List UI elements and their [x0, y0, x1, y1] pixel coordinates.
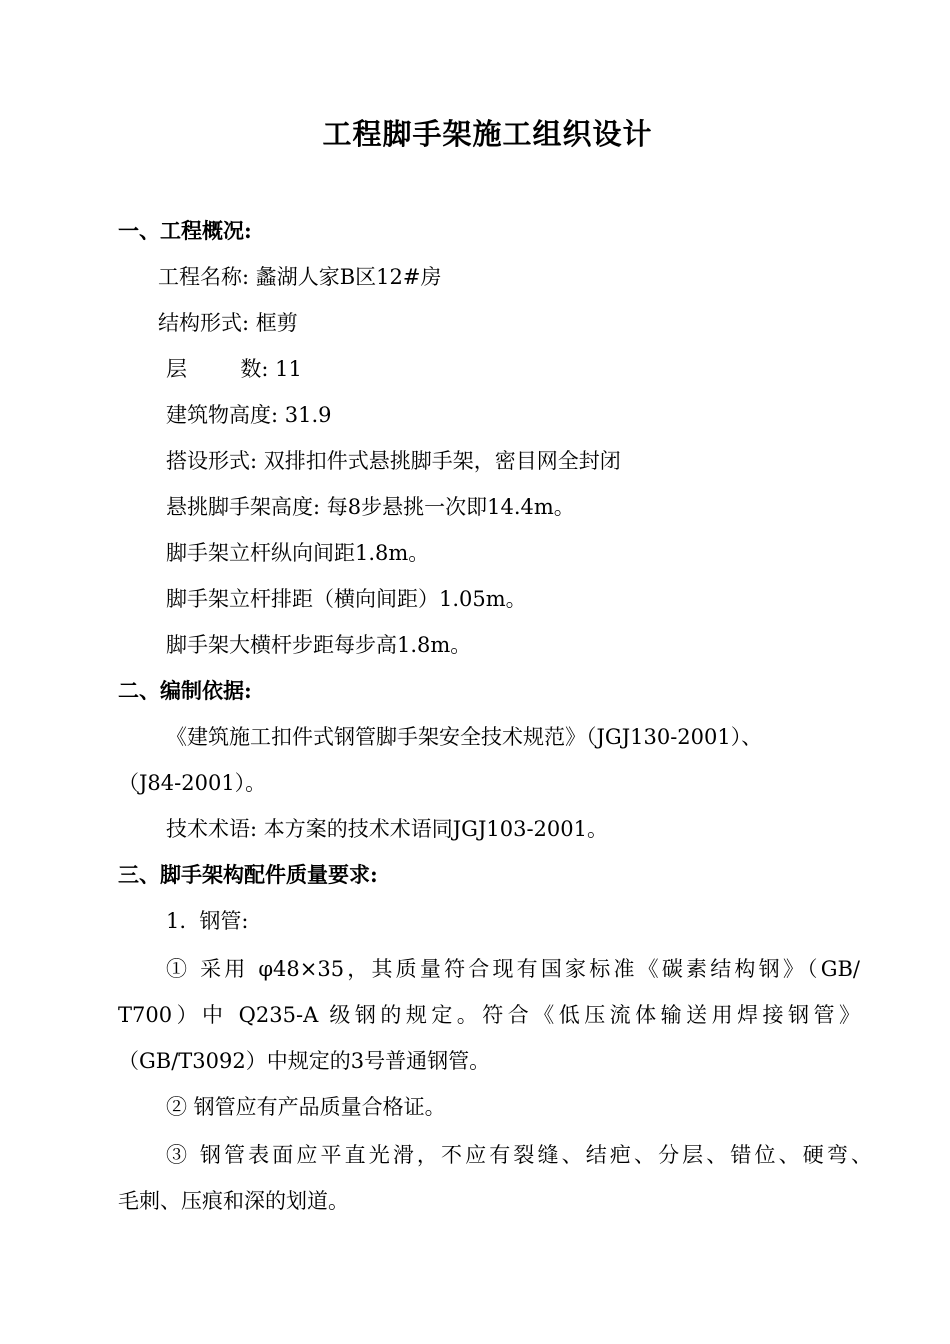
overview-longitudinal-spacing: 脚手架立杆纵向间距1.8m。 — [166, 541, 430, 565]
overview-erection-type: 搭设形式: 双排扣件式悬挑脚手架，密目网全封闭 — [166, 449, 621, 473]
quality-item1-line1: ① 采用 φ48×35，其质量符合现有国家标准《碳素结构钢》（GB/ — [166, 957, 860, 981]
basis-standard-line1: 《建筑施工扣件式钢管脚手架安全技术规范》（JGJ130-2001）、 — [166, 725, 763, 749]
overview-building-height: 建筑物高度: 31.9 — [166, 403, 332, 427]
overview-floors: 层 数: 11 — [166, 357, 302, 381]
section-heading-basis: 二、编制依据: — [118, 678, 252, 703]
document-title: 工程脚手架施工组织设计 — [322, 117, 653, 151]
overview-project-name: 工程名称: 蠡湖人家B区12#房 — [158, 265, 442, 289]
basis-standard-line2: （J84-2001）。 — [118, 771, 267, 795]
quality-item3-line1: ③ 钢管表面应平直光滑，不应有裂缝、结疤、分层、错位、硬弯、 — [166, 1143, 872, 1167]
quality-item3-line2: 毛刺、压痕和深的划道。 — [118, 1189, 349, 1213]
overview-row-spacing: 脚手架立杆排距（横向间距）1.05m。 — [166, 587, 527, 611]
quality-steel-pipe-subheading: 1. 钢管: — [166, 909, 249, 933]
section-heading-overview: 一、工程概况: — [118, 218, 252, 243]
quality-item2: ② 钢管应有产品质量合格证。 — [166, 1095, 446, 1119]
quality-item1-line3: （GB/T3092）中规定的3号普通钢管。 — [118, 1049, 491, 1073]
section-heading-quality: 三、脚手架构配件质量要求: — [118, 862, 378, 887]
basis-terminology: 技术术语: 本方案的技术术语同JGJ103-2001。 — [166, 817, 608, 841]
overview-cantilever-height: 悬挑脚手架高度: 每8步悬挑一次即14.4m。 — [166, 495, 575, 519]
quality-item1-line2: T700）中 Q235-A 级钢的规定。符合《低压流体输送用焊接钢管》 — [118, 1003, 860, 1027]
overview-structure-type: 结构形式: 框剪 — [158, 311, 298, 335]
overview-step-height: 脚手架大横杆步距每步高1.8m。 — [166, 633, 472, 657]
